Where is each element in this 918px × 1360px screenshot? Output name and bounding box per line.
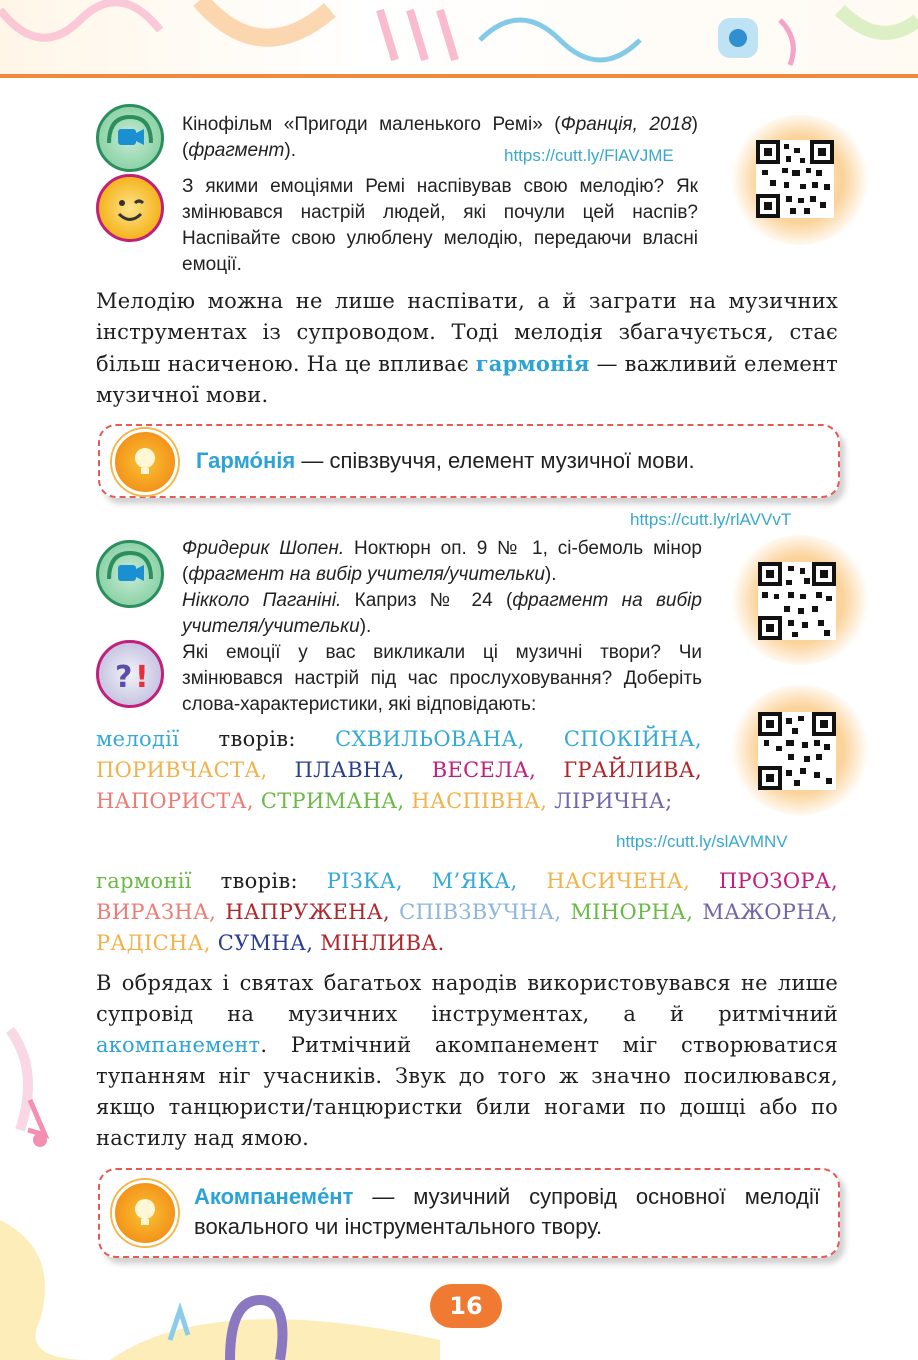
- definition-box-harmony: [98, 424, 840, 498]
- paragraph-harmony-intro: [96, 286, 838, 411]
- harmony-lead-2: творів:: [191, 869, 327, 893]
- melody-word: ЛІРИЧНА;: [554, 789, 673, 813]
- melody-word: ВЕСЕЛА,: [431, 758, 537, 782]
- film-caption-text-3: ).: [284, 140, 296, 161]
- paragraph2-text: В обрядах і святах багатьох народів використовувався не лише супровід на музичних інструментах, а й ритмічний: [96, 971, 838, 1026]
- melody-word: ГРАЙЛИВА,: [563, 758, 702, 782]
- fragment-note-1: фрагмент на вибір учителя/учительки: [188, 564, 545, 585]
- fragment-note-2: фрагмент на вибір учителя/учительки: [182, 590, 702, 637]
- harmony-words: [96, 866, 838, 959]
- works-caption: [182, 536, 702, 640]
- harmony-word: ВИРАЗНА,: [96, 900, 217, 924]
- melody-word: ПОРИВЧАСТА,: [96, 758, 268, 782]
- header-rule: [0, 74, 918, 78]
- harmony-word: ПРОЗОРА,: [718, 869, 838, 893]
- harmony-word: РІЗКА,: [326, 869, 403, 893]
- video-headphones-icon: [96, 104, 164, 172]
- paganini-link[interactable]: https://cutt.ly/slAVMNV: [616, 832, 788, 851]
- smiley-face-icon: [96, 174, 164, 242]
- paragraph-text-end: — важливий елемент музичної мови.: [96, 352, 838, 407]
- definition-term: Гармо́нія: [196, 448, 296, 473]
- question-exclamation-icon: [96, 640, 164, 708]
- works-link[interactable]: https://cutt.ly/rlAVVvT: [630, 510, 792, 529]
- melody-lead: мелодії: [96, 727, 180, 751]
- lightbulb-icon: [112, 429, 178, 495]
- lightbulb-icon-2: [112, 1180, 178, 1246]
- close-2: ).: [359, 616, 372, 637]
- paragraph-text: Мелодію можна не лише наспівати, а й заграти на музичних інструментах із супроводом. Тоді мелодія збагачується, стає більш насиченою. На це впливає: [96, 289, 838, 376]
- film-fragment-note: фрагмент: [188, 140, 285, 161]
- work-caprice: Каприз № 24 (: [341, 590, 513, 611]
- harmony-word: МАЖОРНА,: [702, 900, 838, 924]
- definition-accompaniment: [194, 1182, 820, 1242]
- composer-paganini: Нікколо Паганіні.: [182, 590, 342, 611]
- bottom-decoration: [110, 1270, 440, 1360]
- qr-code-paganini[interactable]: [758, 712, 836, 790]
- melody-word: СПОКІЙНА,: [563, 727, 702, 751]
- svg-text:!: !: [135, 660, 149, 695]
- definition-text: — співзвуччя, елемент музичної мови.: [295, 448, 695, 473]
- work-nocturne: Ноктюрн оп. 9 № 1, сі-бемоль мінор (: [182, 538, 702, 585]
- qr-code-film[interactable]: [756, 140, 834, 218]
- definition-box-accompaniment: [98, 1168, 840, 1258]
- melody-lead-2: творів:: [179, 727, 336, 751]
- paragraph-accompaniment: [96, 968, 838, 1154]
- close-1: ).: [544, 564, 557, 585]
- definition2-text: — музичний супровід основної мелодії вокального чи інструментального твору.: [194, 1184, 820, 1239]
- harmony-word: СУМНА,: [217, 931, 314, 955]
- question-emotions: Які емоції у вас викликали ці музичні твори? Чи змінювався настрій під час прослуховування? Доберіть слова-характеристики, які відповідають:: [182, 642, 702, 715]
- question-remi: З якими емоціями Ремі наспівував свою мелодію? Як змінювався настрій людей, які почули цей наспів? Наспівайте свою улюблену мелодію, передаючи власні емоції.: [182, 176, 698, 275]
- composer-chopin: Фридерик Шопен.: [182, 538, 345, 559]
- film-link[interactable]: https://cutt.ly/FlAVJME: [504, 146, 674, 165]
- melody-word: НАПОРИСТА,: [96, 789, 254, 813]
- melody-word: НАСПІВНА,: [411, 789, 548, 813]
- side-decoration: [0, 990, 110, 1360]
- melody-word: СХВИЛЬОВАНА,: [335, 727, 525, 751]
- film-country-year: Франція, 2018: [560, 114, 692, 135]
- film-caption-text: Кінофільм «Пригоди маленького Ремі» (: [182, 114, 561, 135]
- harmony-word: РАДІСНА,: [96, 931, 211, 955]
- paragraph2-text-end: . Ритмічний акомпанемент міг створюватися тупанням ніг учасників. Звук до того ж значно посилювався, якщо танцюристи/танцюристки били ногами по дошці або по настилу над ямою.: [96, 1033, 838, 1150]
- definition-harmony: [196, 446, 816, 476]
- harmony-word: СПІВЗВУЧНА,: [399, 900, 562, 924]
- melody-word: СТРИМАНА,: [260, 789, 405, 813]
- harmony-lead: гармонії: [96, 869, 192, 893]
- svg-text:?: ?: [115, 660, 133, 695]
- qr-code-chopin[interactable]: [758, 562, 836, 640]
- melody-words: [96, 724, 702, 817]
- harmony-word: МІНЛИВА.: [320, 931, 445, 955]
- film-caption-text-2: ) (: [182, 114, 698, 161]
- accompaniment-highlight: акомпанемент: [96, 1033, 261, 1057]
- harmony-highlight: гармонія: [475, 351, 590, 376]
- harmony-word: М’ЯКА,: [431, 869, 518, 893]
- melody-word: ПЛАВНА,: [294, 758, 405, 782]
- harmony-word: НАСИЧЕНА,: [546, 869, 691, 893]
- header-doodles: [0, 0, 918, 76]
- page-number: 16: [430, 1284, 502, 1328]
- harmony-word: МІНОРНА,: [570, 900, 694, 924]
- definition2-term: Акомпанеме́нт: [194, 1184, 354, 1209]
- harmony-word: НАПРУЖЕНА,: [225, 900, 390, 924]
- video-headphones-icon-2: [96, 540, 164, 608]
